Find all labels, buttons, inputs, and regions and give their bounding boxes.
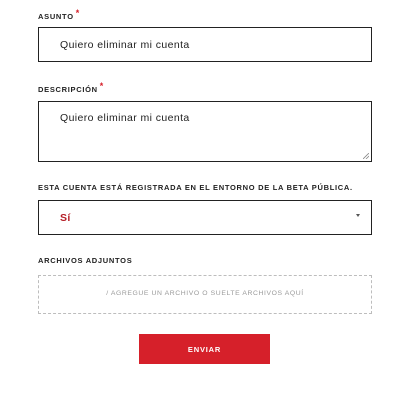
environment-label: ESTA CUENTA ESTÁ REGISTRADA EN EL ENTORNO DE LA BETA PÚBLICA. [38,183,353,192]
description-textarea-value: Quiero eliminar mi cuenta [60,112,190,124]
subject-input[interactable] [38,27,372,62]
environment-select[interactable] [38,200,372,235]
description-label [38,81,104,94]
description-textarea[interactable] [38,101,372,162]
subject-label-text: ASUNTO [38,12,74,21]
resize-handle-icon[interactable] [363,153,369,159]
submit-button[interactable]: ENVIAR [139,334,270,364]
subject-input-value: Quiero eliminar mi cuenta [60,39,190,51]
required-asterisk: * [99,81,104,91]
attachments-label: ARCHIVOS ADJUNTOS [38,256,133,265]
description-label-text: DESCRIPCIÓN [38,85,98,94]
required-asterisk: * [75,8,80,18]
attachments-dropzone[interactable] [38,275,372,314]
subject-label [38,8,80,21]
chevron-down-icon[interactable] [356,214,360,217]
dropzone-prompt[interactable]: / AGREGUE UN ARCHIVO O SUELTE ARCHIVOS AQUÍ [106,290,304,297]
environment-select-value: Sí [60,212,71,224]
